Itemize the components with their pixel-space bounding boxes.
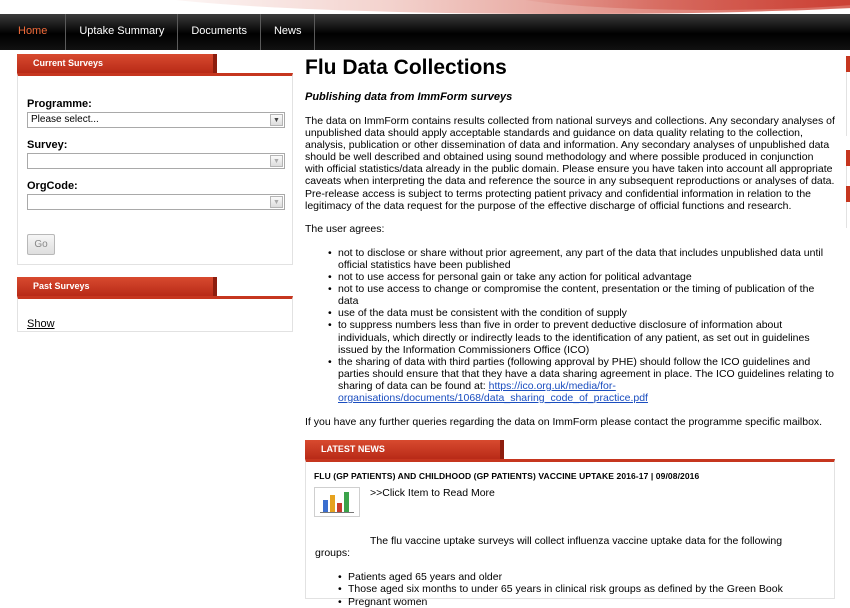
nav-news[interactable]: News bbox=[261, 14, 316, 50]
main-content bbox=[305, 54, 835, 608]
right-panel-edge bbox=[846, 72, 850, 136]
sidebar bbox=[17, 54, 293, 332]
latest-news-panel bbox=[305, 459, 835, 608]
survey-label: Survey: bbox=[27, 139, 68, 151]
agreement-item: • not to use access to change or compromise the content, presentation or the timing of publication of the data bbox=[338, 283, 835, 307]
past-surveys-heading: Past Surveys bbox=[17, 277, 215, 296]
news-group-list bbox=[315, 571, 826, 607]
queries-paragraph: If you have any further queries regarding the data on ImmForm please contact the programme specific mailbox. bbox=[305, 416, 823, 429]
page-subtitle: Publishing data from ImmForm surveys bbox=[305, 91, 513, 103]
news-body bbox=[314, 535, 826, 607]
ico-guidelines-link[interactable]: https://ico.org.uk/media/for-organisations/documents/1068/data_sharing_code_of_practice.pdf bbox=[338, 379, 648, 404]
nav-documents[interactable]: Documents bbox=[178, 14, 261, 50]
news-item-row[interactable] bbox=[314, 487, 826, 517]
news-group-item: • Pregnant women bbox=[348, 596, 826, 608]
agreement-item: • to suppress numbers less than five in order to prevent deductive disclosure of information about individuals, which directly or indirectly leads to the identification of any patient, as set out in guidelines issued by the Information Commissioners Office (ICO) bbox=[338, 319, 835, 355]
news-group-item: • Those aged six months to under 65 years in clinical risk groups as defined by the Green Book bbox=[348, 583, 826, 595]
current-surveys-heading: Current Surveys bbox=[17, 54, 215, 73]
agreement-item bbox=[338, 356, 835, 404]
main-nav bbox=[0, 14, 850, 50]
intro-paragraph: The data on ImmForm contains results collected from national surveys and collections. Any secondary analyses of unpublished data should apply acceptable standards and guidance on data quality relating to the collection, analysis, publication or other dissemination of data and information. Any secondary analyses of unpublished data should be well described and obtained using sound methodology and where possible produced in conjunction with official statistics/data already in the public domain. Please ensure you have taken into account all appropriate caveats when interpreting the data and reference the source in any subsequent reproductions or analyses of data. Pre-release access is subject to terms protecting patient privacy and confidential information in relation to the legitimacy of the data request for the purpose of the effective discharge of official functions and research. bbox=[305, 115, 835, 212]
orgcode-select[interactable] bbox=[27, 194, 285, 210]
programme-label: Programme: bbox=[27, 98, 92, 110]
agreement-item: • not to disclose or share without prior agreement, any part of the data that includes unpublished data until official statistics have been published bbox=[338, 247, 835, 271]
agree-intro: The user agrees: bbox=[305, 222, 385, 235]
orgcode-label: OrgCode: bbox=[27, 180, 78, 192]
chevron-down-icon[interactable]: ▼ bbox=[270, 114, 283, 126]
right-panel-edge bbox=[846, 202, 850, 228]
past-surveys-panel bbox=[17, 296, 293, 332]
programme-select[interactable] bbox=[27, 112, 285, 128]
chevron-down-icon[interactable]: ▼ bbox=[270, 155, 283, 167]
news-item-title[interactable]: FLU (GP PATIENTS) AND CHILDHOOD (GP PATIENTS) VACCINE UPTAKE 2016-17 | 09/08/2016 bbox=[314, 471, 700, 482]
programme-select-value: Please select... bbox=[31, 114, 99, 125]
nav-home[interactable]: Home bbox=[0, 14, 66, 50]
right-panel-tab-edge bbox=[846, 186, 850, 202]
nav-uptake-summary[interactable]: Uptake Summary bbox=[66, 14, 178, 50]
page-title: Flu Data Collections bbox=[305, 56, 507, 79]
sharing-text: the sharing of data with third parties (following approval by PHE) should follow the ICO guidelines and parties should ensure that that they have a data sharing agreement in place. The ICO guidelines relating to sharing of data can be found at: bbox=[338, 355, 834, 392]
news-group-item: • Patients aged 65 years and older bbox=[348, 571, 826, 583]
right-panel-tab-edge bbox=[846, 150, 850, 166]
latest-news-heading: LATEST NEWS bbox=[305, 440, 502, 459]
read-more-link[interactable]: >>Click Item to Read More bbox=[370, 487, 495, 500]
survey-select[interactable] bbox=[27, 153, 285, 169]
go-button[interactable]: Go bbox=[27, 234, 55, 255]
chart-thumbnail-icon[interactable] bbox=[314, 487, 360, 517]
top-banner bbox=[0, 0, 850, 14]
news-body-line: The flu vaccine uptake surveys will collect influenza vaccine uptake data for the following bbox=[370, 535, 783, 548]
chevron-down-icon[interactable]: ▼ bbox=[270, 196, 283, 208]
agreement-item: • use of the data must be consistent with the condition of supply bbox=[338, 307, 835, 319]
news-body-line: groups: bbox=[315, 547, 351, 560]
show-past-surveys-link[interactable]: Show bbox=[27, 318, 55, 330]
current-surveys-panel bbox=[17, 73, 293, 265]
agreement-list bbox=[305, 247, 835, 404]
agreement-item: • not to use access for personal gain or take any action for political advantage bbox=[338, 271, 835, 283]
right-panel-tab-edge bbox=[846, 56, 850, 72]
